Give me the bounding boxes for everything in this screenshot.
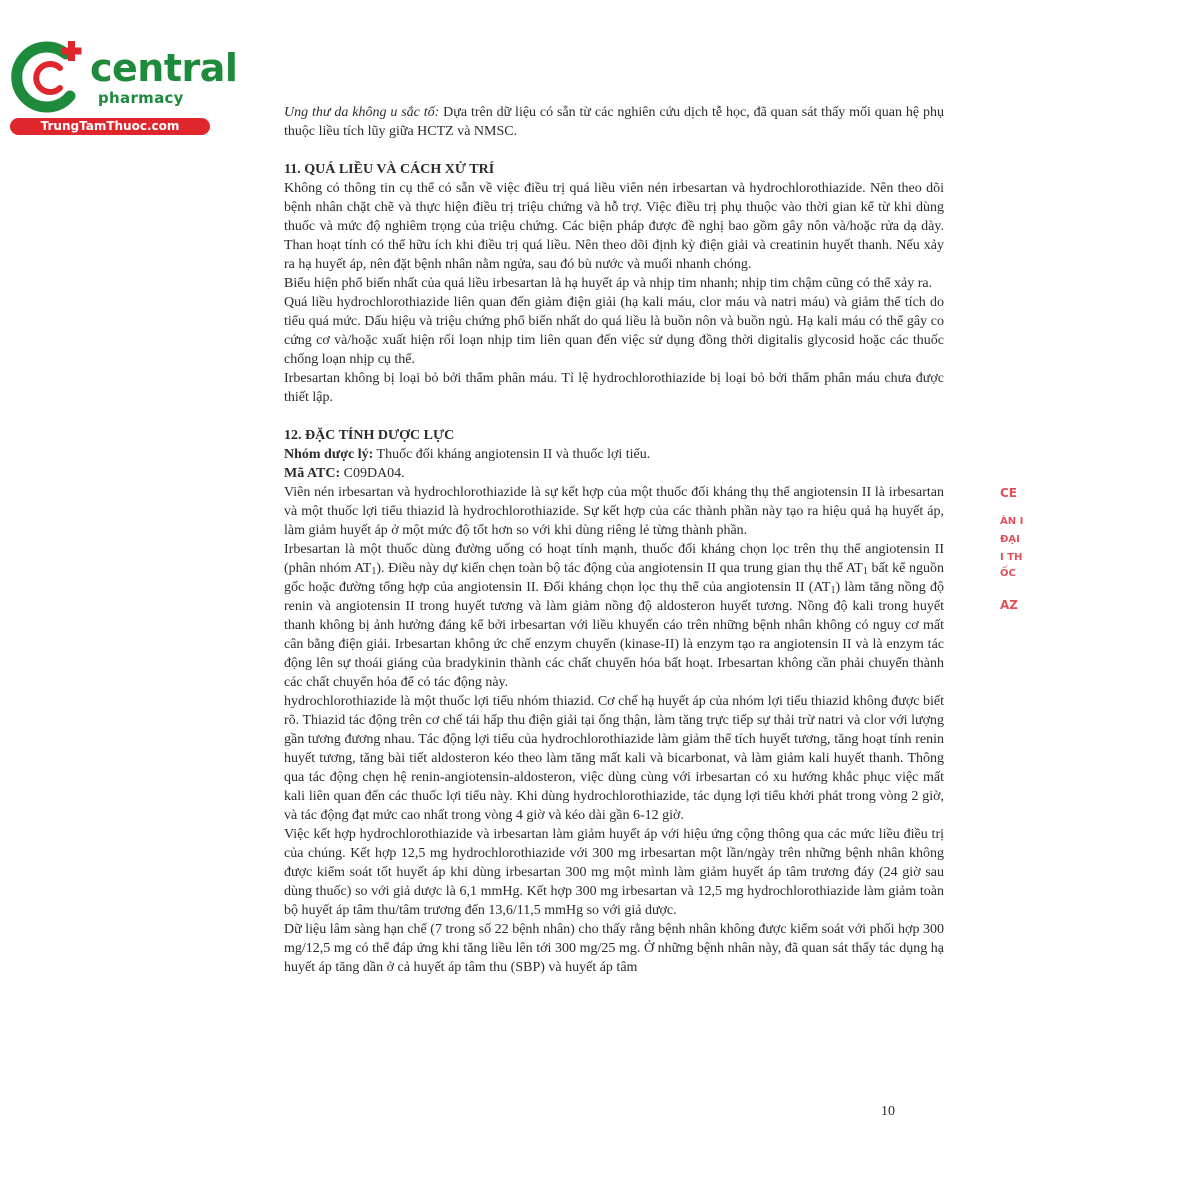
atc-code [284, 464, 944, 483]
section-11-paragraph-4: Irbesartan không bị loại bỏ bởi thẩm phân máu. Tỉ lệ hydrochlorothiazide bị loại bỏ bởi thẩm phân máu chưa được thiết lập. [284, 371, 944, 405]
section-11-heading: 11. QUÁ LIỀU VÀ CÁCH XỬ TRÍ [284, 162, 495, 177]
subscript-2: 1 [862, 566, 868, 577]
intro-lead: Ung thư da không u sắc tố: [284, 105, 440, 120]
stamp-line-3: ĐẠI [1000, 534, 1020, 545]
stamp-line-2: ÀN I [1000, 516, 1024, 527]
logo-subtitle: pharmacy [98, 89, 184, 107]
p2-part-a: Irbesartan là một thuốc dùng đường uống có hoạt tính mạnh, thuốc đối kháng chọn lọc trên thụ thể angiotensin II (phân nhóm AT [284, 542, 944, 576]
central-logo-icon [10, 38, 90, 116]
stamp-line-5: ỐC [1000, 568, 1016, 579]
section-11-paragraph-1: Không có thông tin cụ thể có sẵn về việc điều trị quá liều viên nén irbesartan và hydrochlorothiazide. Nên theo dõi bệnh nhân chặt chẽ và thực hiện điều trị triệu chứng và hỗ trợ. Việc điều trị phụ thuộc vào thời gian kể từ khi dùng thuốc và mức độ nghiêm trọng của triệu chứng. Các biện pháp được đề nghị bao gồm gây nôn và/hoặc rửa dạ dày. Than hoạt tính có thể hữu ích khi điều trị quá liều. Nên theo dõi định kỳ điện giải và creatinin huyết thanh. Nếu xảy ra hạ huyết áp, nên đặt bệnh nhân nằm ngửa, sau đó bù nước và muối nhanh chóng. [284, 181, 944, 272]
p2-part-d: ) làm tăng nồng độ renin và angiotensin II trong huyết tương và làm giảm nồng độ aldosteron huyết tương. Nồng độ kali trong huyết thanh không bị ảnh hưởng đáng kể bởi irbesartan với liều khuyến cáo trên những bệnh nhân không có nguy cơ mất cân bằng điện giải. Irbesartan không ức chế enzym chuyển (kinase-II) là enzym tạo ra angiotensin II và là enzym tác động lên sự thoái giáng của bradykinin thành các chất chuyển hóa bất hoạt. Irbesartan không cần phải chuyển thành các chất chuyển hóa để có tác động này. [284, 580, 944, 690]
p2-part-b: ). Điều này dự kiến chẹn toàn bộ tác động của angiotensin II qua trung gian thụ thể AT [376, 561, 863, 576]
logo-banner: TrungTamThuoc.com [10, 118, 210, 135]
section-12-paragraph-3: hydrochlorothiazide là một thuốc lợi tiểu nhóm thiazid. Cơ chế hạ huyết áp của nhóm lợi tiểu thiazid không được biết rõ. Thiazid tác động trên cơ chế tái hấp thu điện giải tại ống thận, làm tăng trực tiếp sự thải trừ natri và clor với lượng gần tương đương nhau. Tác động lợi tiểu của hydrochlorothiazide làm giảm thể tích huyết tương, tăng hoạt tính renin huyết tương, tăng bài tiết aldosteron kéo theo làm tăng mất kali và bicarbonat, và làm giảm kali huyết thanh. Thông qua tác động chẹn hệ renin-angiotensin-aldosteron, việc dùng cùng với irbesartan có xu hướng khắc phục việc mất kali liên quan đến các thuốc lợi tiểu này. Khi dùng hydrochlorothiazide, tác dụng lợi tiểu khởi phát trong vòng 2 giờ, và tác động đạt mức cao nhất trong vòng 4 giờ và kéo dài gần 6-12 giờ. [284, 694, 944, 823]
pharmacologic-group [284, 445, 944, 464]
section-11-paragraph-2: Biểu hiện phổ biến nhất của quá liều irbesartan là hạ huyết áp và nhịp tim nhanh; nhịp tim chậm cũng có thể xảy ra. [284, 276, 933, 291]
intro-text: Dựa trên dữ liệu có sẵn từ các nghiên cứu dịch tễ học, đã quan sát thấy mối quan hệ phụ thuộc liều tích lũy giữa HCTZ và NMSC. [284, 105, 944, 139]
atc-code-value: C09DA04. [340, 466, 405, 481]
subscript-1: 1 [371, 566, 377, 577]
atc-code-label: Mã ATC: [284, 466, 341, 481]
pharmacologic-group-value: Thuốc đối kháng angiotensin II và thuốc lợi tiểu. [373, 447, 651, 462]
stamp-line-1: CE [1000, 486, 1018, 500]
intro-paragraph [284, 103, 944, 141]
section-12-heading: 12. ĐẶC TÍNH DƯỢC LỰC [284, 428, 455, 443]
section-12-paragraph-2 [284, 540, 944, 692]
stamp-fragment [998, 480, 1028, 620]
subscript-3: 1 [830, 585, 836, 596]
central-pharmacy-logo [10, 38, 238, 138]
page-number: 10 [881, 1104, 895, 1119]
p2-part-c: bất kể nguồn gốc hoặc đường tổng hợp của angiotensin II. Đối kháng chọn lọc thụ thể của angiotensin II (AT [284, 561, 944, 595]
document-body [284, 103, 944, 977]
pharmacologic-group-label: Nhóm dược lý: [284, 447, 374, 462]
section-11-paragraph-3: Quá liều hydrochlorothiazide liên quan đến giảm điện giải (hạ kali máu, clor máu và natri máu) và giảm thể tích do tiểu quá mức. Dấu hiệu và triệu chứng phổ biến nhất do quá liều là buồn nôn và buồn ngủ. Hạ kali máu có thể gây co cứng cơ và/hoặc xuất hiện rối loạn nhịp tim liên quan đến việc sử dụng đồng thời digitalis glycosid hoặc các thuốc chống loạn nhịp cụ thể. [284, 295, 944, 367]
stamp-line-4: I TH [1000, 552, 1023, 563]
logo-wordmark: central [90, 46, 238, 90]
section-12-paragraph-4: Việc kết hợp hydrochlorothiazide và irbesartan làm giảm huyết áp với hiệu ứng cộng thông qua các mức liều điều trị của chúng. Kết hợp 12,5 mg hydrochlorothiazide với 300 mg irbesartan một lần/ngày trên những bệnh nhân không được kiểm soát tốt huyết áp khi dùng irbesartan 300 mg một mình làm giảm huyết áp tâm trương đáy (24 giờ sau dùng thuốc) so với giả dược là 6,1 mmHg. Kết hợp 300 mg irbesartan và 12,5 mg hydrochlorothiazide làm giảm toàn bộ huyết áp tâm thu/tâm trương đến 13,6/11,5 mmHg so với giả dược. [284, 827, 944, 918]
section-12-paragraph-1: Viên nén irbesartan và hydrochlorothiazide là sự kết hợp của một thuốc đối kháng thụ thể angiotensin II là irbesartan và một thuốc lợi tiểu thiazid là hydrochlorothiazide. Sự kết hợp của các thành phần này tạo ra hiệu quả hạ huyết áp, làm giảm huyết áp ở một mức độ tốt hơn so với khi dùng riêng lẻ từng thành phần. [284, 485, 944, 538]
stamp-line-6: AZ [1000, 598, 1018, 612]
section-12-paragraph-5: Dữ liệu lâm sàng hạn chế (7 trong số 22 bệnh nhân) cho thấy rằng bệnh nhân không được kiểm soát với phối hợp 300 mg/12,5 mg có thể đáp ứng khi tăng liều lên tới 300 mg/25 mg. Ở những bệnh nhân này, đã quan sát thấy tác dụng hạ huyết áp tăng dần ở cả huyết áp tâm thu (SBP) và huyết áp tâm [284, 922, 944, 975]
